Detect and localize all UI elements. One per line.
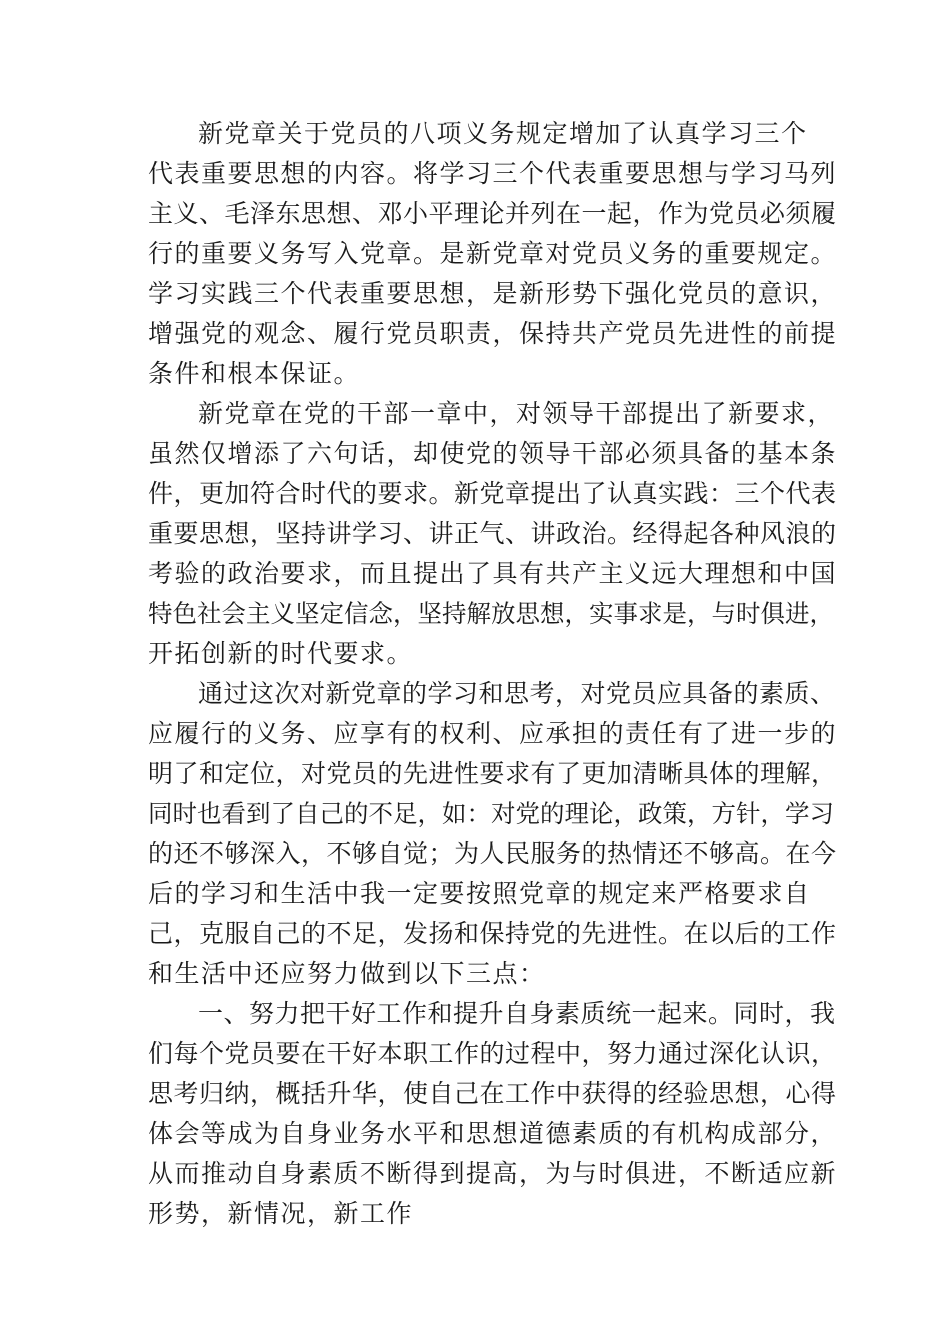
text-line: 件，更加符合时代的要求。新党章提出了认真实践：三个代表 <box>148 479 837 508</box>
text-line: 通过这次对新党章的学习和思考，对党员应具备的素质、 <box>198 679 836 708</box>
text-line: 形势，新情况，新工作 <box>148 1199 414 1228</box>
paragraph-4 <box>148 994 838 1234</box>
text-line: 一、努力把干好工作和提升自身素质统一起来。同时，我 <box>198 999 836 1028</box>
text-line: 代表重要思想的内容。将学习三个代表重要思想与学习马列 <box>148 159 838 188</box>
text-line: 行的重要义务写入党章。是新党章对党员义务的重要规定。 <box>148 239 838 268</box>
text-line: 新党章关于党员的八项义务规定增加了认真学习三个 <box>198 119 808 148</box>
text-line: 特色社会主义坚定信念，坚持解放思想，实事求是，与时俱进， <box>148 599 834 628</box>
text-line: 开拓创新的时代要求。 <box>148 639 414 668</box>
text-line: 和生活中还应努力做到以下三点： <box>148 959 546 988</box>
text-line: 新党章在党的干部一章中，对领导干部提出了新要求， <box>198 399 835 428</box>
text-line: 虽然仅增添了六句话，却使党的领导干部必须具备的基本条 <box>148 439 838 468</box>
text-line: 后的学习和生活中我一定要按照党章的规定来严格要求自 <box>148 879 811 908</box>
text-line: 主义、毛泽东思想、邓小平理论并列在一起，作为党员必须履 <box>148 199 837 228</box>
text-line: 从而推动自身素质不断得到提高，为与时俱进，不断适应新 <box>148 1159 838 1188</box>
text-line: 考验的政治要求，而且提出了具有共产主义远大理想和中国 <box>148 559 838 588</box>
text-line: 应履行的义务、应享有的权利、应承担的责任有了进一步的 <box>148 719 838 748</box>
text-line: 条件和根本保证。 <box>148 359 361 388</box>
text-line: 们每个党员要在干好本职工作的过程中，努力通过深化认识， <box>148 1039 837 1068</box>
paragraph-1 <box>148 114 838 394</box>
text-line: 学习实践三个代表重要思想，是新形势下强化党员的意识， <box>148 279 838 308</box>
text-line: 的还不够深入，不够自觉；为人民服务的热情还不够高。在今 <box>148 839 837 868</box>
text-line: 思考归纳，概括升华，使自己在工作中获得的经验思想，心得 <box>148 1079 837 1108</box>
text-line: 己，克服自己的不足，发扬和保持党的先进性。在以后的工作 <box>148 919 837 948</box>
text-line: 明了和定位，对党员的先进性要求有了更加清晰具体的理解， <box>148 759 837 788</box>
text-line: 重要思想，坚持讲学习、讲正气、讲政治。经得起各种风浪的 <box>148 519 837 548</box>
paragraph-2 <box>148 394 838 674</box>
paragraph-3 <box>148 674 838 994</box>
text-line: 体会等成为自身业务水平和思想道德素质的有机构成部分， <box>148 1119 838 1148</box>
text-line: 同时也看到了自己的不足，如：对党的理论，政策，方针，学习 <box>148 799 834 828</box>
document-body <box>148 114 838 1234</box>
text-line: 增强党的观念、履行党员职责，保持共产党员先进性的前提 <box>148 319 838 348</box>
